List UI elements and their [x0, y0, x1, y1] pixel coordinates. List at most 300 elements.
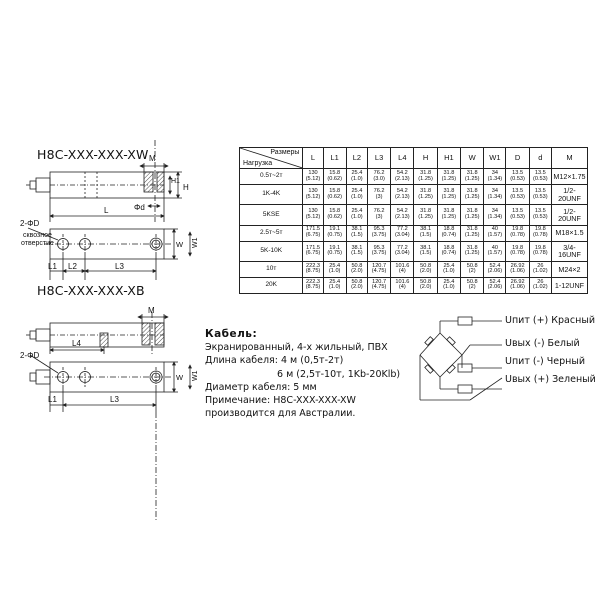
inch-value: (1.0) — [351, 175, 363, 182]
inch-value: (0.78) — [510, 250, 525, 257]
inch-value: (4.75) — [371, 284, 387, 291]
inch-value: (3.0) — [373, 175, 385, 182]
mm-value: 25.4 — [351, 188, 363, 195]
dimension-cell — [484, 225, 506, 241]
mm-value: 26.92 — [510, 278, 525, 285]
inch-value: (1.5) — [351, 250, 363, 257]
dimension-cell — [391, 205, 414, 225]
mm-value: 77.2 — [396, 244, 408, 251]
thread-cell: 1/2-20UNF — [551, 205, 587, 225]
table-row — [240, 241, 588, 261]
dimension-cell — [506, 261, 529, 277]
inch-value: (1.25) — [441, 175, 457, 182]
xb-side-view — [26, 312, 168, 355]
label-w-xw: W — [176, 240, 184, 249]
cable-line: Длина кабеля: 4 м (0,5т-2т) — [205, 355, 344, 367]
inch-value: (0.62) — [327, 193, 342, 200]
dimension-cell — [367, 205, 390, 225]
dimension-cell — [414, 205, 437, 225]
mm-value: 31.8 — [420, 188, 432, 195]
inch-value: (2.06) — [487, 284, 503, 291]
mm-value: 19.8 — [534, 226, 546, 233]
col-header: L1 — [323, 148, 346, 169]
table-row — [240, 185, 588, 205]
dimension-cell — [484, 185, 506, 205]
mm-value: 50.8 — [420, 262, 432, 269]
load-cell: 20K — [240, 277, 303, 293]
mm-value: 31.8 — [420, 208, 432, 215]
dimension-cell — [414, 225, 437, 241]
label-l4-xb: L4 — [72, 339, 81, 348]
dimension-cell — [484, 241, 506, 261]
dimension-cell — [506, 169, 529, 185]
inch-value: (1.25) — [464, 250, 480, 257]
mm-value: 31.8 — [466, 169, 478, 176]
col-header: W1 — [484, 148, 506, 169]
load-cell: 2.5т~5т — [240, 225, 303, 241]
mm-value: 34 — [491, 188, 498, 195]
dimension-cell — [529, 277, 551, 293]
table-row — [240, 169, 588, 185]
thread-cell: M24×2 — [551, 261, 587, 277]
mm-value: 19.8 — [512, 226, 524, 233]
inch-value: (1.34) — [487, 175, 503, 182]
col-header: D — [506, 148, 529, 169]
mm-value: 13.5 — [534, 208, 546, 215]
inch-value: (0.75) — [327, 250, 342, 257]
mm-value: 130 — [308, 169, 318, 176]
dimension-cell — [303, 169, 323, 185]
mm-value: 76.2 — [373, 208, 385, 215]
inch-value: (5.12) — [305, 193, 321, 200]
inch-value: (1.25) — [418, 213, 433, 220]
mm-value: 130 — [308, 188, 318, 195]
wire-label-output-positive: Uвых (+) Зеленый — [505, 374, 596, 385]
dimension-cell — [437, 261, 460, 277]
table-row — [240, 225, 588, 241]
mm-value: 25.4 — [443, 262, 455, 269]
inch-value: (1.0) — [328, 268, 341, 275]
inch-value: (1.25) — [418, 175, 433, 182]
mm-value: 25.4 — [329, 278, 341, 285]
thread-cell: 1-12UNF — [551, 277, 587, 293]
mm-value: 13.5 — [512, 208, 524, 215]
inch-value: (0.53) — [510, 213, 525, 220]
dimension-cell — [346, 205, 367, 225]
dimension-cell — [303, 185, 323, 205]
dimension-cell — [303, 241, 323, 261]
inch-value: (0.62) — [327, 213, 342, 220]
dimension-cell — [461, 261, 484, 277]
inch-value: (1.5) — [351, 232, 363, 239]
mm-value: 26 — [537, 262, 544, 269]
mm-value: 76.2 — [373, 188, 385, 195]
inch-value: (3.75) — [371, 250, 387, 257]
inch-value: (0.53) — [533, 193, 548, 200]
thread-cell: 1/2-20UNF — [551, 185, 587, 205]
dimension-cell — [461, 185, 484, 205]
dimension-cell — [461, 225, 484, 241]
dimension-cell — [529, 261, 551, 277]
label-w-xb: W — [176, 373, 184, 382]
mm-value: 25.4 — [329, 262, 341, 269]
inch-value: (1.0) — [443, 268, 455, 275]
dimension-cell — [414, 241, 437, 261]
dimension-cell — [346, 241, 367, 261]
mm-value: 120.7 — [372, 278, 387, 285]
load-cell: 1K-4K — [240, 185, 303, 205]
inch-value: (2.13) — [395, 213, 410, 220]
col-header: d — [529, 148, 551, 169]
inch-value: (2) — [468, 268, 476, 275]
inch-value: (0.53) — [533, 175, 548, 182]
mm-value: 34 — [491, 208, 498, 215]
inch-value: (4) — [398, 268, 406, 275]
dimension-cell — [391, 261, 414, 277]
mm-value: 13.5 — [534, 188, 546, 195]
label-through-hole-2: отверстие — [21, 240, 54, 247]
mm-value: 77.2 — [396, 226, 408, 233]
dimension-cell — [346, 225, 367, 241]
dimension-cell — [506, 277, 529, 293]
cable-line: Экранированный, 4-х жильный, ПВХ — [205, 342, 388, 354]
inch-value: (1.0) — [443, 284, 455, 291]
mm-value: 38.1 — [420, 226, 432, 233]
mm-value: 34 — [491, 169, 498, 176]
label-h1-xw: H1 — [171, 178, 180, 185]
cable-line: Примечание: H8C-XXX-XXX-XW — [205, 395, 356, 407]
dimension-cell — [506, 205, 529, 225]
thread-cell: M12×1.75 — [551, 169, 587, 185]
cable-title: Кабель: — [205, 328, 258, 340]
mm-value: 31.8 — [420, 169, 432, 176]
mm-value: 50.8 — [466, 278, 478, 285]
mm-value: 54.2 — [396, 208, 408, 215]
thread-cell: 3/4-16UNF — [551, 241, 587, 261]
inch-value: (3) — [375, 213, 383, 220]
col-header: H — [414, 148, 437, 169]
dimension-cell — [367, 225, 390, 241]
dimension-cell — [529, 169, 551, 185]
mm-value: 50.8 — [420, 278, 432, 285]
col-header: L4 — [391, 148, 414, 169]
mm-value: 38.1 — [351, 244, 363, 251]
mm-value: 120.7 — [372, 262, 387, 269]
dimension-cell — [461, 169, 484, 185]
col-header: L3 — [367, 148, 390, 169]
mm-value: 54.2 — [396, 169, 408, 176]
inch-value: (5.12) — [305, 213, 321, 220]
inch-value: (1.25) — [464, 232, 480, 239]
mm-value: 18.8 — [443, 226, 455, 233]
inch-value: (1.5) — [419, 250, 432, 257]
inch-value: (2.13) — [395, 193, 410, 200]
mm-value: 38.1 — [351, 226, 363, 233]
mm-value: 25.4 — [351, 208, 363, 215]
dimension-cell — [414, 261, 437, 277]
dimension-cell — [391, 277, 414, 293]
mm-value: 31.8 — [466, 244, 478, 251]
table-row — [240, 277, 588, 293]
mm-value: 13.5 — [512, 169, 524, 176]
mm-value: 50.8 — [351, 262, 363, 269]
label-m-xb: M — [148, 306, 155, 315]
label-m-xw: M — [149, 154, 156, 163]
dimension-cell — [461, 277, 484, 293]
dimension-cell — [303, 261, 323, 277]
label-h-xw: H — [183, 183, 189, 192]
inch-value: (1.0) — [351, 193, 363, 200]
label-w1-xb: W1 — [192, 370, 199, 381]
inch-value: (1.57) — [487, 250, 503, 257]
inch-value: (2.13) — [395, 175, 410, 182]
dimension-cell — [323, 185, 346, 205]
xw-top-view — [28, 228, 190, 280]
inch-value: (2.0) — [351, 284, 363, 291]
mm-value: 50.8 — [466, 262, 478, 269]
dimension-cell — [367, 261, 390, 277]
inch-value: (2) — [468, 284, 476, 291]
inch-value: (1.25) — [464, 193, 480, 200]
inch-value: (0.75) — [327, 232, 342, 239]
dimension-cell — [323, 261, 346, 277]
dimension-cell — [529, 205, 551, 225]
mm-value: 25.4 — [443, 278, 455, 285]
inch-value: (1.5) — [419, 232, 432, 239]
dimension-cell — [506, 225, 529, 241]
mm-value: 31.8 — [466, 208, 478, 215]
dimension-cell — [506, 185, 529, 205]
mm-value: 31.8 — [466, 188, 478, 195]
cable-notes — [205, 328, 405, 420]
wire-label-supply-positive: Uпит (+) Красный — [505, 315, 595, 326]
inch-value: (0.74) — [441, 232, 457, 239]
inch-value: (1.25) — [441, 213, 457, 220]
inch-value: (1.02) — [533, 284, 548, 291]
inch-value: (8.75) — [305, 284, 321, 291]
label-w1-xw: W1 — [192, 237, 199, 248]
inch-value: (1.06) — [510, 284, 525, 291]
dimension-cell — [484, 205, 506, 225]
mm-value: 52.4 — [489, 278, 501, 285]
mm-value: 18.8 — [443, 244, 455, 251]
load-cell: 5K-10K — [240, 241, 303, 261]
mm-value: 101.6 — [395, 262, 410, 269]
col-header: L — [303, 148, 323, 169]
mm-value: 130 — [308, 208, 318, 215]
col-header: W — [461, 148, 484, 169]
mm-value: 40 — [491, 244, 498, 251]
label-l3-xw: L3 — [115, 262, 124, 271]
cable-line: производится для Австралии. — [205, 408, 356, 420]
label-through-hole-1: сквозное — [23, 232, 52, 239]
dimension-cell — [414, 169, 437, 185]
model-title-xb: H8C-XXX-XXX-XB — [37, 283, 145, 298]
dimension-cell — [437, 169, 460, 185]
inch-value: (5.12) — [305, 175, 321, 182]
dimension-cell — [461, 205, 484, 225]
mm-value: 222.3 — [306, 278, 320, 285]
model-title-xw: H8C-XXX-XXX-XW — [37, 147, 149, 162]
dimension-spec-table — [239, 147, 588, 294]
inch-value: (6.75) — [305, 232, 321, 239]
inch-value: (0.78) — [510, 232, 525, 239]
dimension-cell — [323, 205, 346, 225]
inch-value: (1.25) — [441, 193, 457, 200]
wiring-bridge-diagram — [420, 317, 502, 400]
inch-value: (4.75) — [371, 268, 387, 275]
mm-value: 19.1 — [329, 226, 341, 233]
dimension-cell — [391, 225, 414, 241]
dimension-cell — [484, 261, 506, 277]
mm-value: 15.8 — [329, 188, 341, 195]
inch-value: (0.53) — [510, 175, 525, 182]
load-cell: 5KSE — [240, 205, 303, 225]
mm-value: 31.8 — [443, 169, 455, 176]
inch-value: (1.06) — [510, 268, 525, 275]
inch-value: (2.0) — [419, 284, 432, 291]
mm-value: 54.2 — [396, 188, 408, 195]
label-2phid-xw: 2-ΦD — [20, 219, 40, 228]
mm-value: 13.5 — [534, 169, 546, 176]
label-l1-xw: L1 — [48, 262, 57, 271]
dimension-cell — [367, 185, 390, 205]
mm-value: 101.6 — [395, 278, 410, 285]
dimension-cell — [303, 205, 323, 225]
label-phid-xw: Φd — [134, 203, 145, 212]
dimension-cell — [346, 185, 367, 205]
dimension-cell — [367, 277, 390, 293]
inch-value: (3.04) — [395, 232, 410, 239]
mm-value: 25.4 — [351, 169, 363, 176]
inch-value: (1.57) — [487, 232, 503, 239]
cable-line: Диаметр кабеля: 5 мм — [205, 381, 317, 393]
dimension-cell — [323, 225, 346, 241]
table-row — [240, 261, 588, 277]
inch-value: (2.0) — [419, 268, 432, 275]
wire-label-output-negative: Uвых (-) Белый — [505, 338, 580, 349]
wire-label-supply-negative: Uпит (-) Черный — [505, 356, 586, 367]
inch-value: (1.25) — [418, 193, 433, 200]
col-header: L2 — [346, 148, 367, 169]
mm-value: 15.8 — [329, 208, 341, 215]
col-header: M — [551, 148, 587, 169]
inch-value: (8.75) — [305, 268, 321, 275]
label-l2-xw: L2 — [68, 262, 77, 271]
table-row — [240, 205, 588, 225]
mm-value: 31.8 — [443, 208, 455, 215]
inch-value: (1.34) — [487, 193, 503, 200]
mm-value: 171.5 — [306, 226, 320, 233]
dimension-cell — [529, 185, 551, 205]
inch-value: (0.53) — [510, 193, 525, 200]
inch-value: (2.0) — [351, 268, 363, 275]
dimension-cell — [484, 277, 506, 293]
dimension-cell — [303, 225, 323, 241]
inch-value: (1.34) — [487, 213, 503, 220]
col-header: H1 — [437, 148, 460, 169]
dimension-cell — [437, 185, 460, 205]
dimension-cell — [437, 225, 460, 241]
dimension-cell — [484, 169, 506, 185]
mm-value: 95.3 — [373, 226, 385, 233]
dimension-cell — [391, 169, 414, 185]
xb-top-view — [30, 355, 190, 520]
cable-line: 6 м (2,5т-10т, 1Kb-20Klb) — [277, 368, 401, 380]
load-cell: 0.5т~2т — [240, 169, 303, 185]
inch-value: (3.04) — [395, 250, 410, 257]
inch-value: (1.0) — [328, 284, 341, 291]
dimension-cell — [437, 205, 460, 225]
dimension-cell — [303, 277, 323, 293]
inch-value: (0.53) — [533, 213, 548, 220]
mm-value: 95.3 — [373, 244, 385, 251]
dimension-cell — [437, 241, 460, 261]
inch-value: (1.0) — [351, 213, 363, 220]
dimension-cell — [506, 241, 529, 261]
mm-value: 31.8 — [466, 226, 478, 233]
header-dimensions-label: Размеры — [270, 149, 300, 156]
inch-value: (0.62) — [327, 175, 342, 182]
mm-value: 13.5 — [512, 188, 524, 195]
dimension-cell — [323, 169, 346, 185]
inch-value: (0.78) — [533, 250, 548, 257]
mm-value: 19.8 — [534, 244, 546, 251]
dimension-cell — [529, 241, 551, 261]
dimension-cell — [391, 241, 414, 261]
load-cell: 10т — [240, 261, 303, 277]
inch-value: (1.02) — [533, 268, 548, 275]
label-l3-xb: L3 — [110, 395, 119, 404]
mm-value: 26.92 — [510, 262, 525, 269]
dimension-cell — [367, 169, 390, 185]
inch-value: (6.75) — [305, 250, 321, 257]
table-header-row — [240, 148, 588, 169]
dimension-cell — [529, 225, 551, 241]
dimension-cell — [414, 277, 437, 293]
dimension-cell — [346, 277, 367, 293]
dimension-cell — [367, 241, 390, 261]
mm-value: 171.5 — [306, 244, 320, 251]
label-l1-xb: L1 — [48, 395, 57, 404]
mm-value: 19.1 — [329, 244, 341, 251]
label-2phid-xb: 2-ΦD — [20, 351, 40, 360]
inch-value: (4) — [398, 284, 406, 291]
dimension-cell — [437, 277, 460, 293]
dimension-cell — [323, 277, 346, 293]
mm-value: 52.4 — [489, 262, 501, 269]
inch-value: (2.06) — [487, 268, 503, 275]
label-l-xw: L — [104, 206, 109, 215]
dimension-cell — [346, 169, 367, 185]
inch-value: (3.75) — [371, 232, 387, 239]
inch-value: (1.25) — [464, 175, 480, 182]
mm-value: 38.1 — [420, 244, 432, 251]
mm-value: 31.8 — [443, 188, 455, 195]
header-load-label: Нагрузка — [243, 160, 273, 167]
inch-value: (0.78) — [533, 232, 548, 239]
table-corner-header — [240, 148, 303, 169]
inch-value: (1.25) — [464, 213, 480, 220]
inch-value: (0.74) — [441, 250, 457, 257]
dimension-cell — [323, 241, 346, 261]
mm-value: 15.8 — [329, 169, 341, 176]
dimension-cell — [414, 185, 437, 205]
dimension-cell — [461, 241, 484, 261]
inch-value: (3) — [375, 193, 383, 200]
thread-cell: M18×1.5 — [551, 225, 587, 241]
mm-value: 50.8 — [351, 278, 363, 285]
